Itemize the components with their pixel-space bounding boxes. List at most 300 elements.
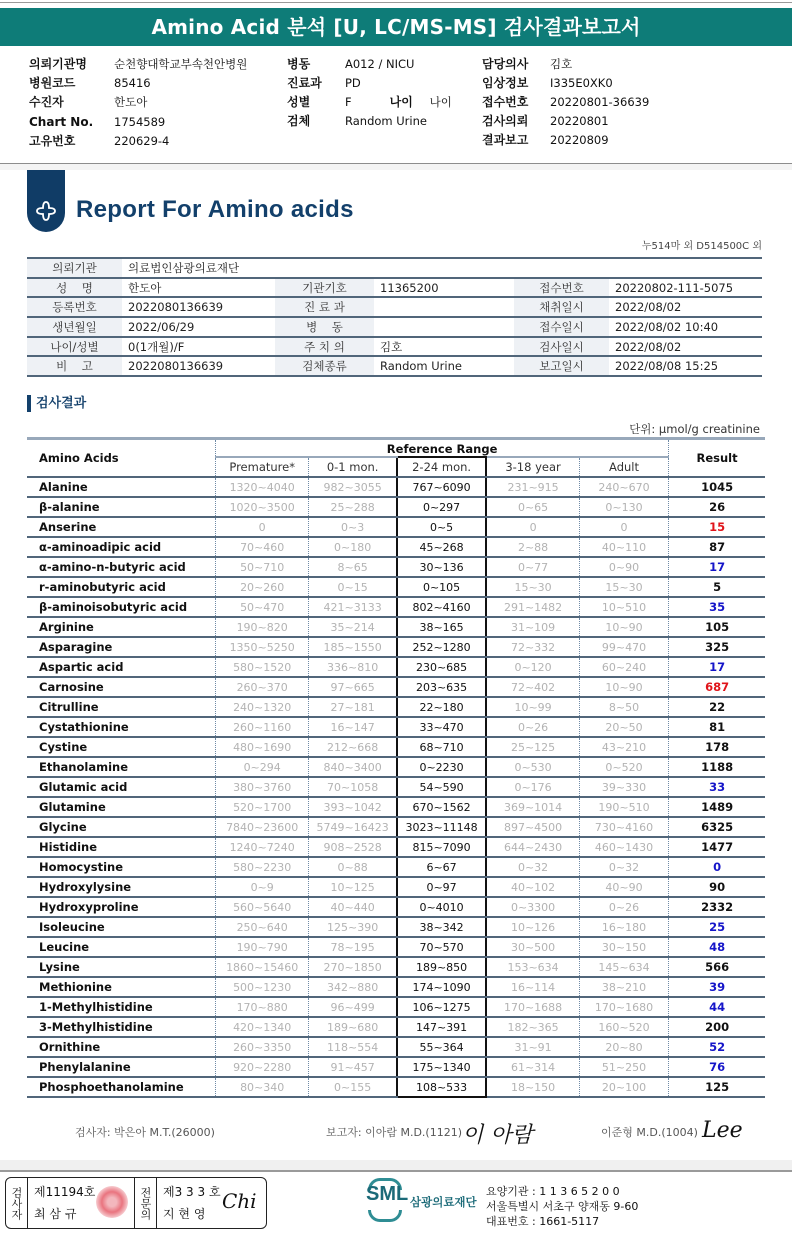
reference-range-cell: 185~1550 bbox=[309, 637, 397, 657]
reference-range-cell: 39~330 bbox=[579, 777, 668, 797]
reference-range-cell: 0~294 bbox=[216, 757, 309, 777]
amino-acid-name: α-aminoadipic acid bbox=[27, 537, 216, 557]
header-field bbox=[482, 74, 649, 93]
table-row bbox=[27, 617, 765, 637]
amino-acid-name: β-alanine bbox=[27, 497, 216, 517]
reference-range-cell: 0~32 bbox=[579, 857, 668, 877]
header-field-label: 임상정보 bbox=[482, 76, 529, 90]
reference-range-cell: 80~340 bbox=[216, 1077, 309, 1097]
header-band bbox=[0, 164, 792, 170]
patient-row bbox=[27, 278, 762, 298]
reference-range-cell: 560~5640 bbox=[216, 897, 309, 917]
amino-acid-name: Isoleucine bbox=[27, 917, 216, 937]
header-field bbox=[287, 93, 452, 112]
org-phone: 대표번호 : 1661-5117 bbox=[486, 1215, 600, 1228]
reference-range-cell: 0~176 bbox=[486, 777, 579, 797]
reference-range-cell: 0~5 bbox=[397, 517, 486, 537]
reference-range-cell: 40~110 bbox=[579, 537, 668, 557]
table-row bbox=[27, 877, 765, 897]
reference-range-cell: 40~440 bbox=[309, 897, 397, 917]
patient-value: 2022080136639 bbox=[122, 297, 275, 317]
reference-range-cell: 70~460 bbox=[216, 537, 309, 557]
org-name: 삼광의료재단 bbox=[410, 1195, 477, 1209]
result-value: 1489 bbox=[669, 797, 765, 817]
reference-range-cell: 190~790 bbox=[216, 937, 309, 957]
reference-range-cell: 10~510 bbox=[579, 597, 668, 617]
patient-label: 검체종류 bbox=[275, 356, 374, 376]
patient-row bbox=[27, 317, 762, 337]
reference-range-cell: 40~102 bbox=[486, 877, 579, 897]
reference-range-cell: 203~635 bbox=[397, 677, 486, 697]
table-row bbox=[27, 637, 765, 657]
reference-range-cell: 380~3760 bbox=[216, 777, 309, 797]
table-row bbox=[27, 817, 765, 837]
reference-range-cell: 897~4500 bbox=[486, 817, 579, 837]
tester-vertical-label bbox=[6, 1178, 28, 1228]
reference-range-cell: 252~1280 bbox=[397, 637, 486, 657]
header-field-value: 20220801-36639 bbox=[550, 95, 650, 109]
reference-range-cell: 91~457 bbox=[309, 1057, 397, 1077]
col-adult: Adult bbox=[579, 457, 668, 477]
patient-value: 김호 bbox=[374, 337, 514, 357]
reference-range-cell: 0 bbox=[216, 517, 309, 537]
reference-range-cell: 25~288 bbox=[309, 497, 397, 517]
reference-range-cell: 0~90 bbox=[579, 557, 668, 577]
header-field-value: F bbox=[345, 95, 352, 109]
amino-acid-name: Ethanolamine bbox=[27, 757, 216, 777]
reference-range-cell: 175~1340 bbox=[397, 1057, 486, 1077]
amino-acid-name: Leucine bbox=[27, 937, 216, 957]
patient-value: 2022/08/02 10:40 bbox=[609, 317, 762, 337]
table-row bbox=[27, 697, 765, 717]
header-field bbox=[482, 93, 649, 112]
result-value: 5 bbox=[669, 577, 765, 597]
result-value: 26 bbox=[669, 497, 765, 517]
table-row bbox=[27, 897, 765, 917]
result-value: 76 bbox=[669, 1057, 765, 1077]
reference-range-cell: 30~500 bbox=[486, 937, 579, 957]
amino-acid-name: 3-Methylhistidine bbox=[27, 1017, 216, 1037]
table-row bbox=[27, 677, 765, 697]
header-field-value: Random Urine bbox=[345, 114, 427, 128]
reference-range-cell: 20~100 bbox=[579, 1077, 668, 1097]
col-result: Result bbox=[669, 439, 765, 478]
reference-range-cell: 99~470 bbox=[579, 637, 668, 657]
amino-acid-name: Hydroxyproline bbox=[27, 897, 216, 917]
reference-range-cell: 145~634 bbox=[579, 957, 668, 977]
reference-range-cell: 97~665 bbox=[309, 677, 397, 697]
reference-range-cell: 0~15 bbox=[309, 577, 397, 597]
reference-range-cell: 10~126 bbox=[486, 917, 579, 937]
reference-range-cell: 0~105 bbox=[397, 577, 486, 597]
reference-range-cell: 580~2230 bbox=[216, 857, 309, 877]
result-value: 105 bbox=[669, 617, 765, 637]
header-field bbox=[29, 132, 247, 151]
reference-range-cell: 0~3 bbox=[309, 517, 397, 537]
amino-acid-name: Methionine bbox=[27, 977, 216, 997]
reference-range-cell: 767~6090 bbox=[397, 477, 486, 497]
reference-range-cell: 0~520 bbox=[579, 757, 668, 777]
reference-range-cell: 480~1690 bbox=[216, 737, 309, 757]
reference-range-cell: 33~470 bbox=[397, 717, 486, 737]
result-value: 6325 bbox=[669, 817, 765, 837]
result-value: 125 bbox=[669, 1077, 765, 1097]
patient-value: 2022/06/29 bbox=[122, 317, 275, 337]
patient-value bbox=[374, 297, 514, 317]
amino-acid-name: Histidine bbox=[27, 837, 216, 857]
header-field-label: 성별 bbox=[287, 95, 311, 109]
result-value: 87 bbox=[669, 537, 765, 557]
reference-range-cell: 61~314 bbox=[486, 1057, 579, 1077]
specialist-vertical-text: 전문의 bbox=[139, 1186, 152, 1220]
reference-range-cell: 5749~16423 bbox=[309, 817, 397, 837]
reference-range-cell: 22~180 bbox=[397, 697, 486, 717]
result-value: 48 bbox=[669, 937, 765, 957]
header-field-value: 순천향대학교부속천안병원 bbox=[114, 57, 248, 71]
reference-range-cell: 421~3133 bbox=[309, 597, 397, 617]
col-amino-acids: Amino Acids bbox=[27, 439, 216, 478]
reference-range-cell: 1020~3500 bbox=[216, 497, 309, 517]
header-field-label: 병원코드 bbox=[29, 76, 76, 90]
reference-range-cell: 393~1042 bbox=[309, 797, 397, 817]
reference-range-cell: 908~2528 bbox=[309, 837, 397, 857]
result-value: 687 bbox=[669, 677, 765, 697]
header-field-value: 1754589 bbox=[114, 115, 166, 129]
report-logo bbox=[27, 170, 65, 232]
header-field-label: 의뢰기관명 bbox=[29, 57, 87, 71]
patient-label: 접수일시 bbox=[514, 317, 609, 337]
reference-range-cell: 2~88 bbox=[486, 537, 579, 557]
table-row bbox=[27, 957, 765, 977]
reference-range-cell: 840~3400 bbox=[309, 757, 397, 777]
reference-range-cell: 0~180 bbox=[309, 537, 397, 557]
reference-range-cell: 1350~5250 bbox=[216, 637, 309, 657]
amino-acid-name: Carnosine bbox=[27, 677, 216, 697]
reference-range-cell: 20~80 bbox=[579, 1037, 668, 1057]
col-reference-range: Reference Range bbox=[216, 439, 669, 458]
reference-range-cell: 0 bbox=[579, 517, 668, 537]
table-row bbox=[27, 717, 765, 737]
amino-acid-name: Citrulline bbox=[27, 697, 216, 717]
reference-range-cell: 260~1160 bbox=[216, 717, 309, 737]
header-field-value: 20220801 bbox=[550, 114, 609, 128]
reference-range-cell: 15~30 bbox=[579, 577, 668, 597]
reporter-signer: 보고자: 이아람 M.D.(1121) bbox=[326, 1126, 462, 1139]
tester-license-no: 제11194호 bbox=[34, 1185, 96, 1199]
reference-range-cell: 8~50 bbox=[579, 697, 668, 717]
amino-acid-name: Glutamic acid bbox=[27, 777, 216, 797]
patient-value: Random Urine bbox=[374, 356, 514, 376]
reference-range-cell: 20~260 bbox=[216, 577, 309, 597]
reference-range-cell: 30~150 bbox=[579, 937, 668, 957]
amino-acid-name: Alanine bbox=[27, 477, 216, 497]
report-title-bar: Amino Acid 분석 [U, LC/MS-MS] 검사결과보고서 bbox=[0, 8, 792, 46]
header-field-value: PD bbox=[345, 76, 361, 90]
patient-label: 병 동 bbox=[275, 317, 374, 337]
table-row bbox=[27, 597, 765, 617]
reference-range-cell: 7840~23600 bbox=[216, 817, 309, 837]
reference-range-cell: 10~125 bbox=[309, 877, 397, 897]
amino-acid-name: Cystine bbox=[27, 737, 216, 757]
director-signature: Lee bbox=[702, 1118, 743, 1143]
reference-range-cell: 0~97 bbox=[397, 877, 486, 897]
red-seal-stamp bbox=[96, 1186, 128, 1218]
reference-range-cell: 0~32 bbox=[486, 857, 579, 877]
cross-flower-icon bbox=[27, 170, 65, 232]
amino-acid-name: Phosphoethanolamine bbox=[27, 1077, 216, 1097]
reference-range-cell: 51~250 bbox=[579, 1057, 668, 1077]
patient-value: 2022/08/08 15:25 bbox=[609, 356, 762, 376]
reference-range-cell: 260~370 bbox=[216, 677, 309, 697]
result-value: 178 bbox=[669, 737, 765, 757]
patient-label: 검사일시 bbox=[514, 337, 609, 357]
tester-vertical-text: 검사자 bbox=[10, 1186, 23, 1220]
col-3-18-year: 3-18 year bbox=[486, 457, 579, 477]
reference-range-cell: 54~590 bbox=[397, 777, 486, 797]
reference-range-cell: 580~1520 bbox=[216, 657, 309, 677]
col-0-1-mon: 0-1 mon. bbox=[309, 457, 397, 477]
header-field-label: 담당의사 bbox=[482, 57, 529, 71]
header-field-label: 수진자 bbox=[29, 95, 64, 109]
patient-info-table bbox=[27, 257, 762, 377]
table-row bbox=[27, 1037, 765, 1057]
table-row bbox=[27, 537, 765, 557]
report-codes: 누514마 외 D514500C 외 bbox=[641, 241, 762, 252]
amino-acid-name: Hydroxylysine bbox=[27, 877, 216, 897]
amino-acid-name: β-aminoisobutyric acid bbox=[27, 597, 216, 617]
reference-range-cell: 0~530 bbox=[486, 757, 579, 777]
reference-range-cell: 96~499 bbox=[309, 997, 397, 1017]
table-row bbox=[27, 917, 765, 937]
result-value: 90 bbox=[669, 877, 765, 897]
header-field bbox=[29, 55, 247, 74]
institution-value: 의료법인삼광의료재단 bbox=[122, 258, 762, 278]
reference-range-cell: 160~520 bbox=[579, 1017, 668, 1037]
reference-range-cell: 802~4160 bbox=[397, 597, 486, 617]
sml-arc-bottom-icon bbox=[368, 1210, 402, 1222]
patient-label: 나이/성별 bbox=[27, 337, 122, 357]
reference-range-cell: 240~670 bbox=[579, 477, 668, 497]
reporter-signature: 이 아람 bbox=[462, 1123, 533, 1148]
header-field-value: 한도아 bbox=[114, 95, 148, 109]
patient-value: 11365200 bbox=[374, 278, 514, 298]
table-row bbox=[27, 757, 765, 777]
reference-range-cell: 106~1275 bbox=[397, 997, 486, 1017]
reference-range-cell: 153~634 bbox=[486, 957, 579, 977]
result-value: 52 bbox=[669, 1037, 765, 1057]
reference-range-cell: 30~136 bbox=[397, 557, 486, 577]
reference-range-cell: 420~1340 bbox=[216, 1017, 309, 1037]
reference-range-cell: 25~125 bbox=[486, 737, 579, 757]
header-field-label: 병동 bbox=[287, 57, 311, 71]
patient-value: 2022/08/02 bbox=[609, 297, 762, 317]
table-row bbox=[27, 997, 765, 1017]
reference-range-cell: 0~26 bbox=[579, 897, 668, 917]
result-value: 22 bbox=[669, 697, 765, 717]
table-row bbox=[27, 977, 765, 997]
reference-range-cell: 815~7090 bbox=[397, 837, 486, 857]
reference-range-cell: 16~114 bbox=[486, 977, 579, 997]
reference-range-cell: 8~65 bbox=[309, 557, 397, 577]
reference-range-cell: 31~91 bbox=[486, 1037, 579, 1057]
amino-acid-name: Homocystine bbox=[27, 857, 216, 877]
amino-acid-name: Anserine bbox=[27, 517, 216, 537]
header-field-value: 김호 bbox=[550, 57, 573, 71]
reference-range-cell: 0~77 bbox=[486, 557, 579, 577]
result-value: 39 bbox=[669, 977, 765, 997]
amino-acid-name: Arginine bbox=[27, 617, 216, 637]
patient-label: 접수번호 bbox=[514, 278, 609, 298]
reference-range-cell: 170~1688 bbox=[486, 997, 579, 1017]
reference-range-cell: 16~147 bbox=[309, 717, 397, 737]
header-field-label: 고유번호 bbox=[29, 134, 76, 148]
table-row bbox=[27, 1057, 765, 1077]
header-field-value: 20220809 bbox=[550, 133, 609, 147]
patient-row bbox=[27, 337, 762, 357]
col-premature: Premature* bbox=[216, 457, 309, 477]
reference-range-cell: 10~99 bbox=[486, 697, 579, 717]
reference-range-cell: 174~1090 bbox=[397, 977, 486, 997]
patient-value: 0(1개월)/F bbox=[122, 337, 275, 357]
table-row bbox=[27, 517, 765, 537]
table-row bbox=[27, 577, 765, 597]
reference-range-cell: 0~4010 bbox=[397, 897, 486, 917]
amino-acid-name: Phenylalanine bbox=[27, 1057, 216, 1077]
reference-range-cell: 520~1700 bbox=[216, 797, 309, 817]
reference-range-cell: 10~90 bbox=[579, 677, 668, 697]
reference-range-cell: 78~195 bbox=[309, 937, 397, 957]
age-value: 나이 bbox=[429, 95, 452, 109]
header-field bbox=[482, 112, 649, 131]
specialist-license-no: 제3 3 3 호 bbox=[163, 1185, 221, 1199]
reference-range-cell: 0~88 bbox=[309, 857, 397, 877]
reference-range-cell: 0~297 bbox=[397, 497, 486, 517]
reference-range-cell: 250~640 bbox=[216, 917, 309, 937]
result-value: 25 bbox=[669, 917, 765, 937]
patient-value bbox=[374, 317, 514, 337]
reference-range-cell: 70~570 bbox=[397, 937, 486, 957]
reference-range-cell: 72~402 bbox=[486, 677, 579, 697]
patient-value: 2022/08/02 bbox=[609, 337, 762, 357]
table-row bbox=[27, 857, 765, 877]
reference-range-cell: 40~90 bbox=[579, 877, 668, 897]
reference-range-cell: 0~26 bbox=[486, 717, 579, 737]
report-heading: Report For Amino acids bbox=[76, 196, 354, 223]
reference-range-cell: 0~2230 bbox=[397, 757, 486, 777]
table-row bbox=[27, 777, 765, 797]
reference-range-cell: 1860~15460 bbox=[216, 957, 309, 977]
result-value: 1188 bbox=[669, 757, 765, 777]
header-field-label: 검체 bbox=[287, 114, 311, 128]
reference-range-cell: 38~165 bbox=[397, 617, 486, 637]
reference-range-cell: 72~332 bbox=[486, 637, 579, 657]
patient-label: 주 치 의 bbox=[275, 337, 374, 357]
result-value: 0 bbox=[669, 857, 765, 877]
reference-range-cell: 31~109 bbox=[486, 617, 579, 637]
org-info bbox=[486, 1184, 638, 1229]
patient-label: 진 료 과 bbox=[275, 297, 374, 317]
tester-name: 최 삼 규 bbox=[34, 1207, 77, 1221]
reference-range-cell: 260~3350 bbox=[216, 1037, 309, 1057]
result-value: 17 bbox=[669, 557, 765, 577]
org-address: 서울특별시 서초구 양재동 9-60 bbox=[486, 1200, 639, 1213]
reference-range-cell: 460~1430 bbox=[579, 837, 668, 857]
specialist-name: 지 현 영 bbox=[163, 1207, 206, 1221]
footer-band bbox=[0, 1160, 792, 1172]
reference-range-cell: 45~268 bbox=[397, 537, 486, 557]
patient-label: 생년월일 bbox=[27, 317, 122, 337]
reference-range-cell: 50~710 bbox=[216, 557, 309, 577]
reference-range-cell: 0~3300 bbox=[486, 897, 579, 917]
reference-range-cell: 240~1320 bbox=[216, 697, 309, 717]
institution-label: 의뢰기관 bbox=[27, 258, 122, 278]
specialist-signature: Chi bbox=[222, 1189, 257, 1213]
reference-range-cell: 730~4160 bbox=[579, 817, 668, 837]
reference-range-cell: 118~554 bbox=[309, 1037, 397, 1057]
reference-range-cell: 291~1482 bbox=[486, 597, 579, 617]
reference-range-cell: 189~680 bbox=[309, 1017, 397, 1037]
result-value: 81 bbox=[669, 717, 765, 737]
reference-range-cell: 0 bbox=[486, 517, 579, 537]
table-row bbox=[27, 477, 765, 497]
patient-value: 한도아 bbox=[122, 278, 275, 298]
header-field bbox=[482, 55, 649, 74]
reference-range-cell: 1320~4040 bbox=[216, 477, 309, 497]
reference-range-cell: 0~155 bbox=[309, 1077, 397, 1097]
patient-value: 2022080136639 bbox=[122, 356, 275, 376]
table-row bbox=[27, 737, 765, 757]
reference-range-cell: 3023~11148 bbox=[397, 817, 486, 837]
patient-row-institution bbox=[27, 258, 762, 278]
certification-box bbox=[5, 1177, 267, 1229]
amino-acid-name: r-aminobutyric acid bbox=[27, 577, 216, 597]
amino-acid-name: 1-Methylhistidine bbox=[27, 997, 216, 1017]
result-value: 15 bbox=[669, 517, 765, 537]
amino-acid-name: Cystathionine bbox=[27, 717, 216, 737]
patient-row bbox=[27, 356, 762, 376]
reference-range-cell: 342~880 bbox=[309, 977, 397, 997]
header-field-value: I335E0XK0 bbox=[550, 76, 613, 90]
reference-range-cell: 231~915 bbox=[486, 477, 579, 497]
header-field-label: 결과보고 bbox=[482, 133, 529, 147]
header-field bbox=[287, 74, 452, 93]
table-row bbox=[27, 797, 765, 817]
reference-range-cell: 0~9 bbox=[216, 877, 309, 897]
result-value: 325 bbox=[669, 637, 765, 657]
header-field-label: 검사의뢰 bbox=[482, 114, 529, 128]
patient-label: 성 명 bbox=[27, 278, 122, 298]
reference-range-cell: 15~30 bbox=[486, 577, 579, 597]
patient-label: 기관기호 bbox=[275, 278, 374, 298]
header-field bbox=[482, 131, 649, 150]
result-value: 33 bbox=[669, 777, 765, 797]
sml-logo: SML bbox=[366, 1183, 409, 1205]
table-row bbox=[27, 937, 765, 957]
amino-acid-name: Glycine bbox=[27, 817, 216, 837]
table-row bbox=[27, 837, 765, 857]
reference-range-cell: 170~880 bbox=[216, 997, 309, 1017]
header-field-value: 220629-4 bbox=[114, 134, 170, 148]
table-row bbox=[27, 557, 765, 577]
patient-label: 등록번호 bbox=[27, 297, 122, 317]
org-code: 요양기관 : 1 1 3 6 5 2 0 0 bbox=[486, 1185, 620, 1198]
reference-range-cell: 43~210 bbox=[579, 737, 668, 757]
patient-row bbox=[27, 297, 762, 317]
col-2-24-mon: 2-24 mon. bbox=[397, 457, 486, 477]
amino-acid-name: Asparagine bbox=[27, 637, 216, 657]
header-field bbox=[29, 93, 247, 112]
reference-range-cell: 16~180 bbox=[579, 917, 668, 937]
